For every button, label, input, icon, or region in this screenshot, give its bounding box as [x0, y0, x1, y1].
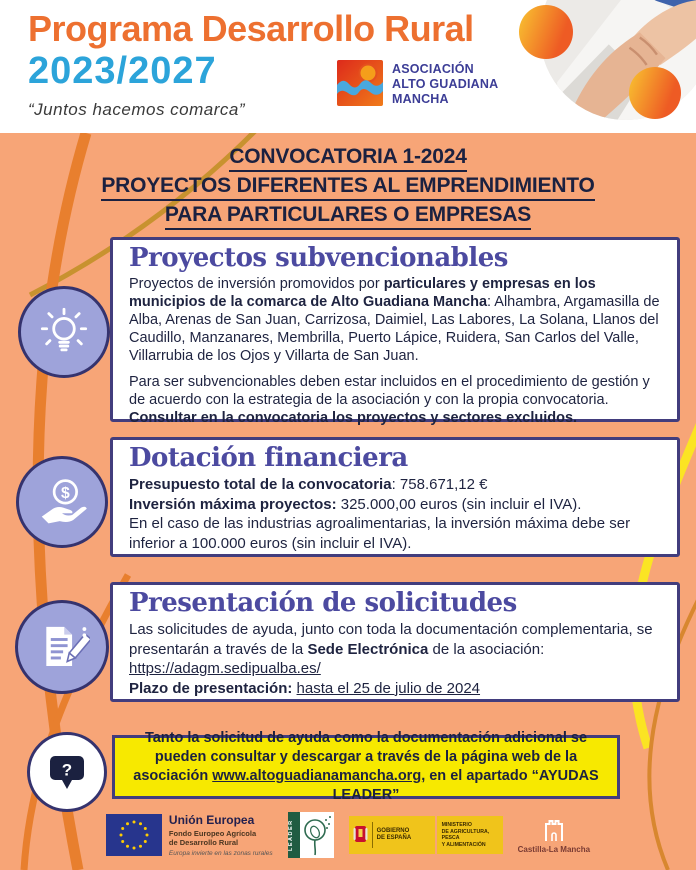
section-title-dotacion: Dotación financiera: [129, 443, 408, 473]
download-notice: [112, 730, 620, 803]
gobierno-line1: GOBIERNO: [376, 828, 410, 834]
section-title-proyectos: Proyectos subvencionables: [129, 243, 508, 273]
agro-line: En el caso de las industrias agroalimentarias, la inversión máxima debe ser inferior a 100.000 euros (sin incluir el IVA).: [129, 515, 631, 552]
section-dotacion-financiera: [110, 437, 680, 557]
section-presentacion-solicitudes: [110, 582, 680, 702]
convocatoria-line3: PARA PARTICULARES O EMPRESAS: [165, 203, 531, 230]
section-proyectos-subvencionables: [110, 237, 680, 426]
text-run: Proyectos de inversión promovidos por: [129, 276, 384, 292]
association-name-line3: MANCHA: [392, 92, 449, 106]
eu-flag-icon: [106, 814, 162, 856]
castilla-la-mancha-logo: [518, 816, 590, 854]
orange-dot-top: [519, 5, 573, 59]
text-run: : Alhambra, Argamasilla de Alba, Arenas de San Juan, Carrizosa, Daimiel, Las Labores, La Solana, Llanos del Caudillo, Manzanares, Membrilla, Puerto Lápice, Ruidera, San Carlos del Valle, Villarrubia de los Ojos y Villarta de San Juan.: [129, 294, 660, 364]
eu-tagline: Europa invierte en las zonas rurales: [168, 850, 273, 857]
convocatoria-line1: CONVOCATORIA 1-2024: [229, 145, 466, 172]
question-icon: [27, 732, 107, 812]
eu-logo-block: [106, 813, 273, 857]
deadline-line: [129, 679, 665, 699]
program-title: Programa Desarrollo Rural: [28, 8, 474, 49]
section-title-solicitudes: Presentación de solicitudes: [129, 588, 517, 618]
association-name-line1: ASOCIACIÓN: [392, 62, 474, 76]
eu-subtitle: [169, 829, 273, 847]
leader-sketch-icon: [300, 812, 334, 858]
eu-title: Unión Europea: [168, 813, 255, 827]
sede-electronica-link[interactable]: https://adagm.sedipualba.es/: [129, 660, 321, 677]
convocatoria-line2: PROYECTOS DIFERENTES AL EMPRENDIMIENTO: [101, 174, 594, 201]
max-investment-value: 325.000,00 euros (sin incluir el IVA).: [336, 495, 582, 513]
eu-subtitle-line2: de Desarrollo Rural: [168, 838, 239, 847]
gobierno-divider: [372, 822, 373, 848]
association-logo: [337, 60, 498, 107]
text-run: de la asociación:: [428, 640, 545, 658]
association-logo-icon: [337, 60, 383, 106]
deadline-label: Plazo de presentación:: [129, 679, 293, 697]
gobierno-line2: DE ESPAÑA: [376, 835, 412, 841]
association-website-link[interactable]: www.altoguadianamancha.org: [212, 768, 422, 784]
download-notice-text: [131, 729, 601, 805]
ministerio-line1: MINISTERIO: [441, 822, 472, 828]
dollar-glyph: $: [60, 485, 70, 503]
ministerio-line2: DE AGRICULTURA, PESCA: [441, 828, 490, 841]
eu-text-block: [169, 813, 273, 857]
text-run: Las solicitudes de ayuda, junto con toda la documentación complementaria, se presentarán a través de la: [129, 621, 653, 658]
castle-icon: [542, 816, 566, 842]
ministerio-block: [437, 816, 503, 854]
lightbulb-icon: [18, 286, 110, 378]
budget-line: [129, 475, 665, 495]
association-name-line2: ALTO GUADIANA: [392, 77, 499, 91]
money-hand-icon: [16, 456, 108, 548]
budget-label: Presupuesto total de la convocatoria: [129, 476, 392, 493]
paragraph-condiciones: Para ser subvencionables deben estar incluidos en el procedimiento de gestión y de acuerdo con la estrategia de la asociación y con la propia convocatoria.: [129, 374, 650, 408]
text-run-bold: particulares y empresas en los municipios de la comarca de Alto Guadiana Mancha: [129, 276, 596, 310]
clm-label: Castilla-La Mancha: [517, 845, 591, 854]
text-run: , en el apartado “AYUDAS LEADER”: [332, 768, 599, 803]
convocatoria-title: [0, 145, 696, 232]
paragraph-municipios: [129, 275, 665, 365]
program-tagline: “Juntos hacemos comarca”: [28, 100, 246, 119]
sede-electronica-label: Sede Electrónica: [307, 640, 429, 658]
paragraph-excluidos: Consultar en la convocatoria los proyectos y sectores excluidos.: [129, 410, 578, 426]
footer-logos: [0, 812, 696, 858]
gobierno-label: [377, 828, 412, 842]
deadline-value: hasta el 25 de julio de 2024: [296, 679, 481, 697]
ministerio-label: [442, 822, 498, 848]
section-body-dotacion: [129, 475, 665, 553]
orange-dot-bottom: [629, 67, 681, 119]
spain-coat-of-arms-icon: [353, 825, 368, 845]
document-pencil-icon: [15, 600, 109, 694]
gobierno-block: [349, 816, 435, 854]
gobierno-espana-logo: [349, 816, 503, 854]
association-name: [392, 60, 498, 107]
question-glyph: ?: [61, 760, 73, 780]
header: [0, 0, 696, 133]
section-body-proyectos: [129, 275, 665, 427]
leader-logo: [288, 812, 334, 858]
leader-label: LEADER: [288, 812, 300, 858]
section-body-solicitudes: [129, 620, 665, 698]
ministerio-line3: Y ALIMENTACIÓN: [441, 841, 486, 848]
max-investment-line: [129, 495, 665, 515]
eu-subtitle-line1: Fondo Europeo Agrícola: [168, 829, 257, 838]
submission-paragraph: [129, 620, 665, 679]
program-years: 2023/2027: [28, 50, 217, 92]
text-run: Tanto la solicitud de ayuda como la documentación adicional se pueden consultar y descargar a través de la página web de la asociación: [133, 730, 588, 784]
max-investment-label: Inversión máxima proyectos:: [129, 495, 337, 513]
budget-value: : 758.671,12 €: [391, 476, 488, 493]
